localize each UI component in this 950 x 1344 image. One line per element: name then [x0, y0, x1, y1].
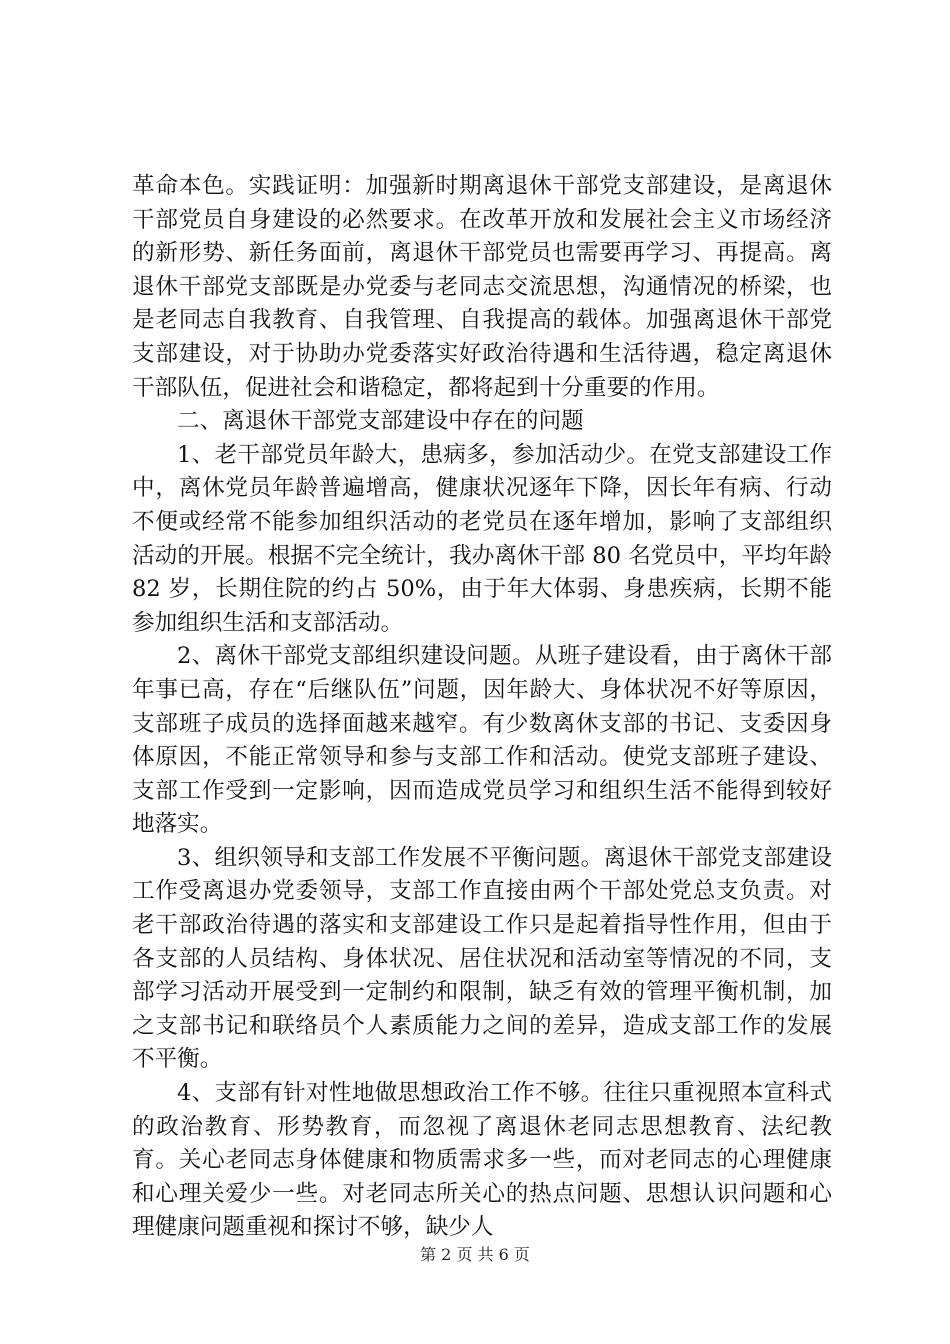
paragraph: 3、组织领导和支部工作发展不平衡问题。离退休干部党支部建设工作受离退办党委领导，支部工作直接由两个干部处党总支负责。对老干部政治待遇的落实和支部建设工作只是起着指导性作用，但由于各支部的人员结构、身体状况、居住状况和活动室等情况的不同，支部学习活动开展受到一定制约和限制，缺乏有效的管理平衡机制，加之支部书记和联络员个人素质能力之间的差异，造成支部工作的发展不平衡。	[132, 844, 832, 1073]
document-body	[132, 170, 832, 1245]
paragraph: 2、离休干部党支部组织建设问题。从班子建设看，由于离休干部年事已高，存在“后继队伍”问题，因年龄大、身体状况不好等原因，支部班子成员的选择面越来越窄。有少数离休支部的书记、支委因身体原因，不能正常领导和参与支部工作和活动。使党支部班子建设、支部工作受到一定影响，因而造成党员学习和组织生活不能得到较好地落实。	[132, 643, 832, 838]
section-heading: 二、离退休干部党支部建设中存在的问题	[177, 408, 584, 435]
paragraph: 1、老干部党员年龄大，患病多，参加活动少。在党支部建设工作中，离休党员年龄普遍增高，健康状况逐年下降，因长年有病、行动不便或经常不能参加组织活动的老党员在逐年增加，影响了支部组织活动的开展。根据不完全统计，我办离休干部 80 名党员中，平均年龄 82 岁，长期住院的约占 50%，由于年大体弱、身患疾病，长期不能参加组织生活和支部活动。	[132, 441, 832, 636]
paragraph: 革命本色。实践证明：加强新时期离退休干部党支部建设，是离退休干部党员自身建设的必然要求。在改革开放和发展社会主义市场经济的新形势、新任务面前，离退休干部党员也需要再学习、再提高。离退休干部党支部既是办党委与老同志交流思想，沟通情况的桥梁，也是老同志自我教育、自我管理、自我提高的载体。加强离退休干部党支部建设，对于协助办党委落实好政治待遇和生活待遇，稳定离退休干部队伍，促进社会和谐稳定，都将起到十分重要的作用。	[132, 173, 832, 401]
paragraph: 4、支部有针对性地做思想政治工作不够。往往只重视照本宣科式的政治教育、形势教育，而忽视了离退休老同志思想教育、法纪教育。关心老同志身体健康和物质需求多一些，而对老同志的心理健康和心理关爱少一些。对老同志所关心的热点问题、思想认识问题和心理健康问题重视和探讨不够，缺少人	[132, 1080, 832, 1241]
page-number-footer: 第 2 页 共 6 页	[420, 1245, 530, 1264]
